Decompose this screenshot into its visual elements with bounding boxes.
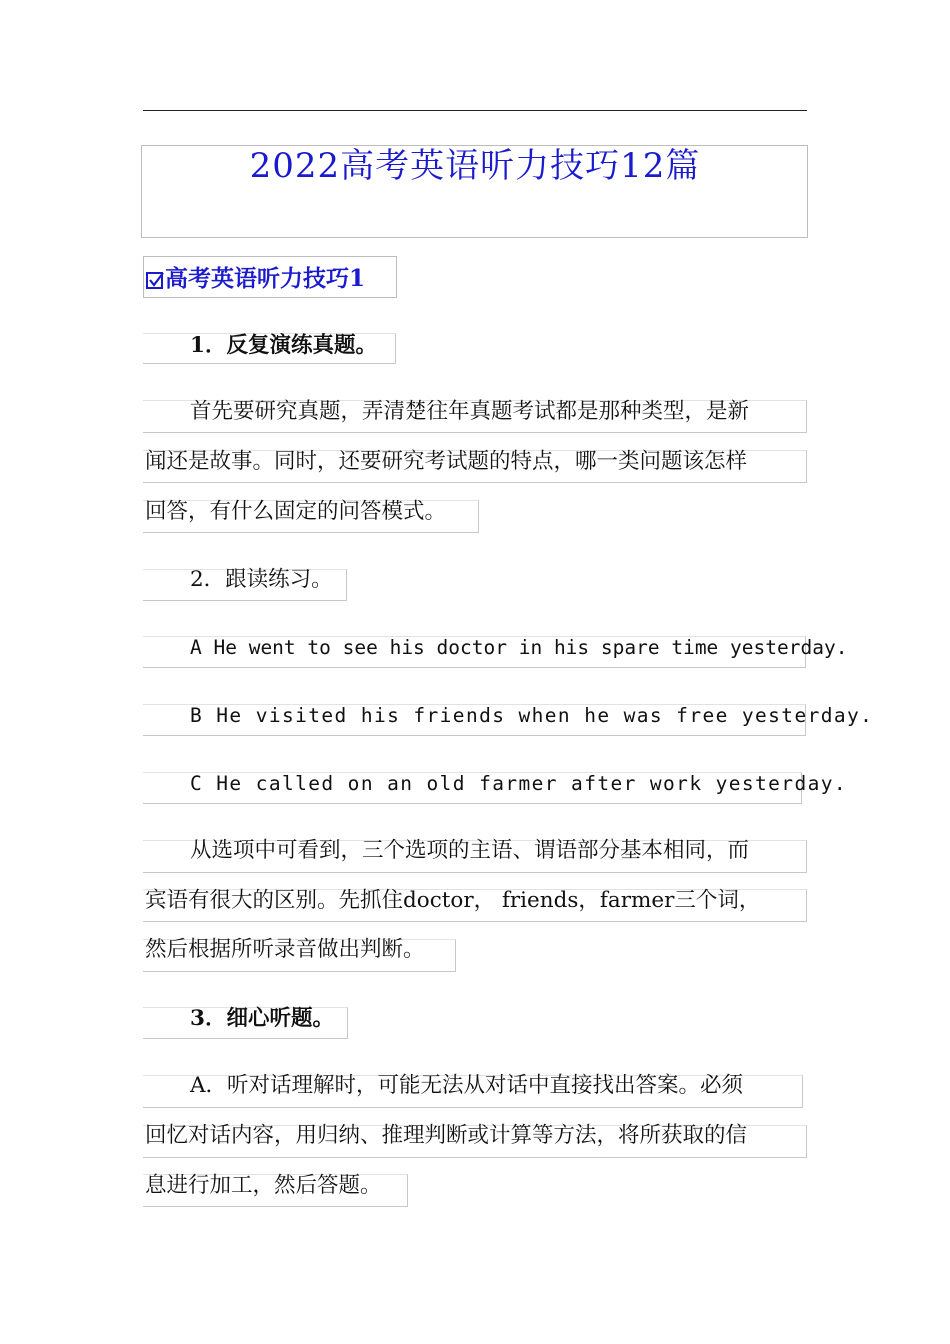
section-heading-text: 高考英语听力技巧1 bbox=[165, 265, 366, 292]
option-c: C He called on an old farmer after work yesterday. bbox=[190, 772, 847, 795]
document-title: 2022高考英语听力技巧12篇 bbox=[249, 146, 701, 186]
item2-para-line: 然后根据所听录音做出判断。 bbox=[145, 937, 425, 962]
item2-para-line: 宾语有很大的区别。先抓住doctor， friends，farmer三个词， bbox=[145, 888, 761, 913]
item2-para-line: 从选项中可看到，三个选项的主语、谓语部分基本相同，而 bbox=[190, 838, 750, 863]
option-b: B He visited his friends when he was free yesterday. bbox=[190, 704, 874, 727]
item1-heading: 1．反复演练真题。 bbox=[190, 333, 377, 358]
item3-para-line: 息进行加工，然后答题。 bbox=[145, 1173, 382, 1198]
item1-para-line: 闻还是故事。同时，还要研究考试题的特点，哪一类问题该怎样 bbox=[145, 449, 748, 474]
item3-para-line: A．听对话理解时，可能无法从对话中直接找出答案。必须 bbox=[190, 1073, 744, 1098]
item3-heading: 3．细心听题。 bbox=[190, 1006, 334, 1031]
option-a: A He went to see his doctor in his spare time yesterday. bbox=[190, 636, 848, 659]
checkbox-icon bbox=[146, 272, 163, 289]
item2-heading: 2．跟读练习。 bbox=[190, 567, 333, 592]
section-heading bbox=[146, 260, 365, 293]
item3-para-line: 回忆对话内容，用归纳、推理判断或计算等方法，将所获取的信 bbox=[145, 1123, 748, 1148]
item1-para-line: 首先要研究真题，弄清楚往年真题考试都是那种类型，是新 bbox=[190, 399, 750, 424]
item1-para-line: 回答，有什么固定的问答模式。 bbox=[145, 499, 447, 524]
top-rule bbox=[143, 110, 807, 111]
